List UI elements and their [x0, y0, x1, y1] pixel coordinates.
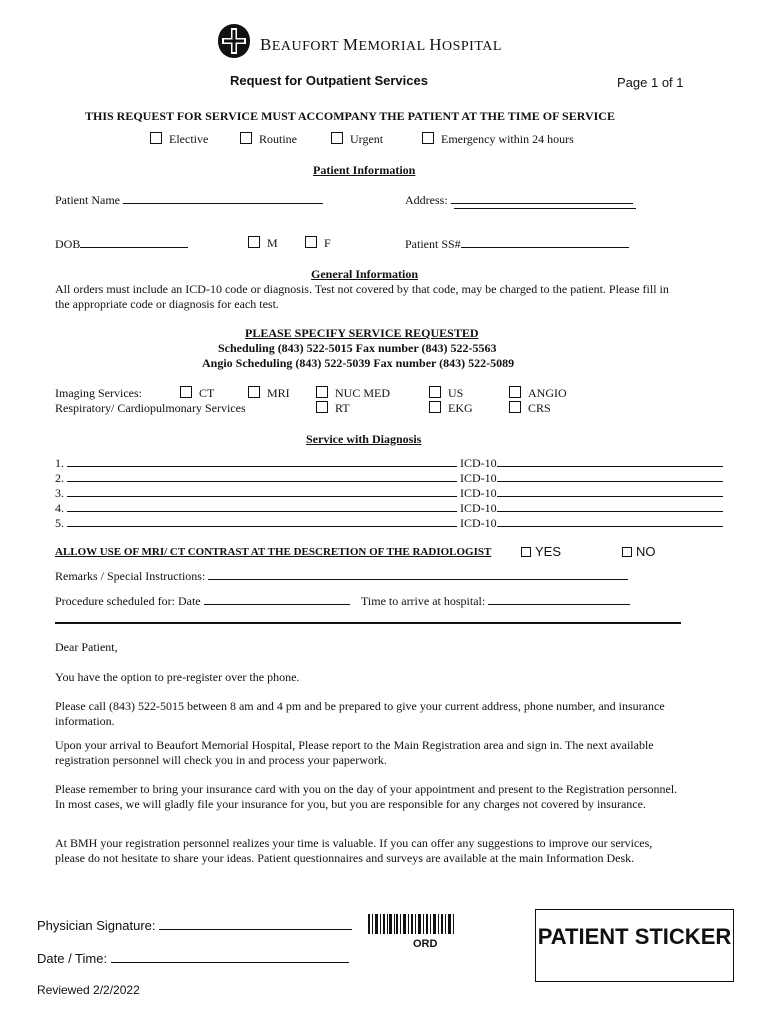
letter-paragraph: You have the option to pre-register over the phone.	[55, 670, 300, 684]
letter-paragraph: Please remember to bring your insurance card with you on the day of your appointment and present to the Registration personnel. In most cases, we will gladly file your insurance for you, but you are responsible for any charges not covered by insurance.	[55, 782, 678, 811]
contrast-consent-label: ALLOW USE OF MRI/ CT CONTRAST AT THE DESCRETION OF THE RADIOLOGIST	[55, 546, 492, 558]
patient-sticker-label: PATIENT STICKER	[537, 924, 732, 949]
respiratory-services-label: Respiratory/ Cardiopulmonary Services	[55, 401, 246, 415]
ssn-field[interactable]: Patient SS#	[405, 236, 629, 252]
physician-signature-field[interactable]: Physician Signature:	[37, 918, 352, 933]
option-ct[interactable]: CT	[180, 386, 214, 401]
option-nuc-med[interactable]: NUC MED	[316, 386, 390, 401]
page-number: Page 1 of 1	[617, 75, 684, 90]
contrast-yes[interactable]: YES	[521, 544, 561, 559]
contrast-yes-checkbox[interactable]	[521, 547, 531, 557]
address-line-2[interactable]	[454, 208, 636, 209]
general-info-heading: General Information	[311, 267, 418, 281]
hospital-logo	[214, 22, 254, 60]
sex-m[interactable]: M	[248, 236, 278, 251]
dob-field[interactable]: DOB	[55, 236, 188, 252]
option-crs[interactable]: CRS	[509, 401, 551, 416]
reviewed-date: Reviewed 2/2/2022	[37, 983, 140, 997]
crs-checkbox[interactable]	[509, 401, 521, 413]
option-mri[interactable]: MRI	[248, 386, 290, 401]
letter-paragraph: Please call (843) 522-5015 between 8 am and 4 pm and be prepared to give your current address, phone number, and insurance information.	[55, 699, 665, 728]
scheduling-phone: Scheduling (843) 522-5015 Fax number (843) 522-5563	[218, 341, 497, 355]
service-row[interactable]: 3. ICD-10	[55, 485, 723, 501]
mri-checkbox[interactable]	[248, 386, 260, 398]
rt-checkbox[interactable]	[316, 401, 328, 413]
service-row[interactable]: 2. ICD-10	[55, 470, 723, 486]
urgent-checkbox[interactable]	[331, 132, 343, 144]
emergency-checkbox[interactable]	[422, 132, 434, 144]
barcode-label: ORD	[413, 938, 438, 950]
letter-paragraph: At BMH your registration personnel realizes your time is valuable. If you can offer any suggestions to improve our services, please do not hesitate to share your ideas. Patient questionnaires and surveys are available at the main Information Desk.	[55, 836, 653, 865]
nuc-med-checkbox[interactable]	[316, 386, 328, 398]
ekg-checkbox[interactable]	[429, 401, 441, 413]
hospital-name: BEAUFORT MEMORIAL HOSPITAL	[260, 35, 502, 54]
option-angio[interactable]: ANGIO	[509, 386, 567, 401]
female-checkbox[interactable]	[305, 236, 317, 248]
patient-info-heading: Patient Information	[313, 163, 416, 177]
option-us[interactable]: US	[429, 386, 463, 401]
section-divider	[55, 622, 681, 624]
ct-checkbox[interactable]	[180, 386, 192, 398]
service-row[interactable]: 4. ICD-10	[55, 500, 723, 516]
service-row[interactable]: 1. ICD-10	[55, 455, 723, 471]
remarks-field[interactable]: Remarks / Special Instructions:	[55, 568, 628, 584]
barcode	[368, 914, 458, 938]
contrast-no-checkbox[interactable]	[622, 547, 632, 557]
contrast-no[interactable]: NO	[622, 544, 656, 559]
male-checkbox[interactable]	[248, 236, 260, 248]
sex-f[interactable]: F	[305, 236, 331, 251]
priority-elective[interactable]: Elective	[150, 132, 208, 147]
service-requested-heading: PLEASE SPECIFY SERVICE REQUESTED	[245, 326, 479, 340]
option-rt[interactable]: RT	[316, 401, 350, 416]
service-row[interactable]: 5. ICD-10	[55, 515, 723, 531]
form-title: Request for Outpatient Services	[230, 73, 428, 88]
imaging-services-label: Imaging Services:	[55, 386, 142, 400]
procedure-date-field[interactable]: Procedure scheduled for: Date	[55, 593, 350, 609]
patient-sticker-box	[535, 909, 734, 982]
letter-paragraph: Upon your arrival to Beaufort Memorial Hospital, Please report to the Main Registration area and sign in. The next available registration personnel will check you in and process your paperwork.	[55, 738, 654, 767]
angio-scheduling-phone: Angio Scheduling (843) 522-5039 Fax number (843) 522-5089	[202, 356, 515, 370]
priority-urgent[interactable]: Urgent	[331, 132, 383, 147]
patient-name-field[interactable]: Patient Name	[55, 192, 323, 208]
date-time-field[interactable]: Date / Time:	[37, 951, 349, 966]
us-checkbox[interactable]	[429, 386, 441, 398]
angio-checkbox[interactable]	[509, 386, 521, 398]
letter-salutation: Dear Patient,	[55, 640, 118, 654]
priority-emergency[interactable]: Emergency within 24 hours	[422, 132, 574, 147]
option-ekg[interactable]: EKG	[429, 401, 473, 416]
service-diagnosis-heading: Service with Diagnosis	[306, 432, 422, 446]
request-notice: THIS REQUEST FOR SERVICE MUST ACCOMPANY THE PATIENT AT THE TIME OF SERVICE	[85, 109, 615, 123]
routine-checkbox[interactable]	[240, 132, 252, 144]
arrival-time-field[interactable]: Time to arrive at hospital:	[361, 593, 630, 609]
priority-routine[interactable]: Routine	[240, 132, 297, 147]
address-field[interactable]: Address:	[405, 192, 633, 208]
general-info-text: All orders must include an ICD-10 code or diagnosis. Test not covered by that code, may be charged to the patient. Please fill in the appropriate code or diagnosis for each test.	[55, 282, 669, 311]
elective-checkbox[interactable]	[150, 132, 162, 144]
